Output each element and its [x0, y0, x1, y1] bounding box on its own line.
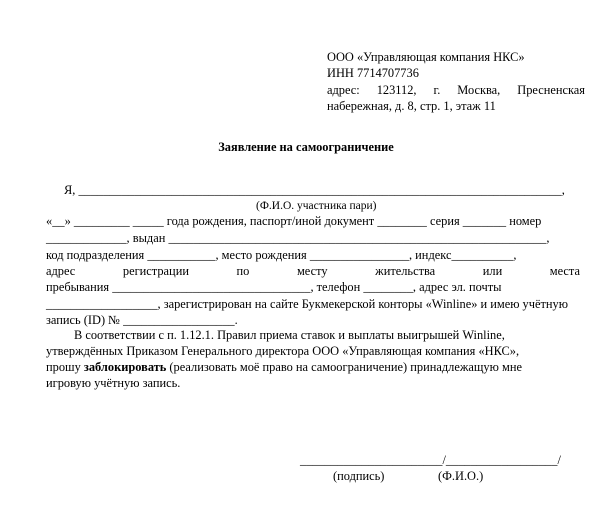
paragraph-line-3 [46, 359, 580, 375]
form-line-7: __________________, зарегистрирован на сайте Букмекерской конторы «Winline» и имею учётную [46, 297, 568, 311]
paragraph-line-3-end: (реализовать моё право на самоограничение) принадлежащую мне [166, 360, 522, 374]
form-line-5: адрес регистрации по месту жительства или места [46, 264, 580, 278]
form-line-6: пребывания ________________________________, телефон ________, адрес эл. почты [46, 280, 502, 294]
name-label: (Ф.И.О.) [438, 469, 484, 483]
form-line-4: код подразделения ___________, место рождения ________________, индекс__________, [46, 248, 517, 262]
addressee-address-2: набережная, д. 8, стр. 1, этаж 11 [327, 98, 496, 113]
addressee-address-1: адрес: 123112, г. Москва, Пресненская [327, 82, 585, 97]
form-line-8: запись (ID) № __________________. [46, 313, 238, 327]
document-title: Заявление на самоограничение [218, 140, 394, 154]
addressee-block [327, 49, 585, 114]
paragraph-line-1: В соответствии с п. 1.12.1. Правил приема ставок и выплаты выигрышей Winline, [74, 328, 505, 342]
block-keyword: заблокировать [83, 360, 167, 374]
request-paragraph [46, 327, 580, 391]
paragraph-line-4: игровую учётную запись. [46, 376, 181, 390]
addressee-inn: ИНН 7714707736 [327, 66, 419, 81]
addressee-company: ООО «Управляющая компания НКС» [327, 50, 525, 64]
form-line-1-hint: (Ф.И.О. участника пари) [256, 200, 377, 212]
signature-line: _______________________/__________________/ [300, 453, 561, 467]
signature-label: (подпись) [333, 469, 385, 483]
form-line-3: _____________, выдан _____________________________________________________________, [46, 231, 550, 245]
form-line-1: Я, ______________________________________________________________________________, [64, 183, 565, 197]
paragraph-line-2: утверждённых Приказом Генерального директора ООО «Управляющая компания «НКС», [46, 344, 520, 358]
form-line-2: «__» _________ _____ года рождения, паспорт/иной документ ________ серия _______ номер [46, 214, 542, 228]
paragraph-line-3-start: прошу [46, 360, 84, 374]
